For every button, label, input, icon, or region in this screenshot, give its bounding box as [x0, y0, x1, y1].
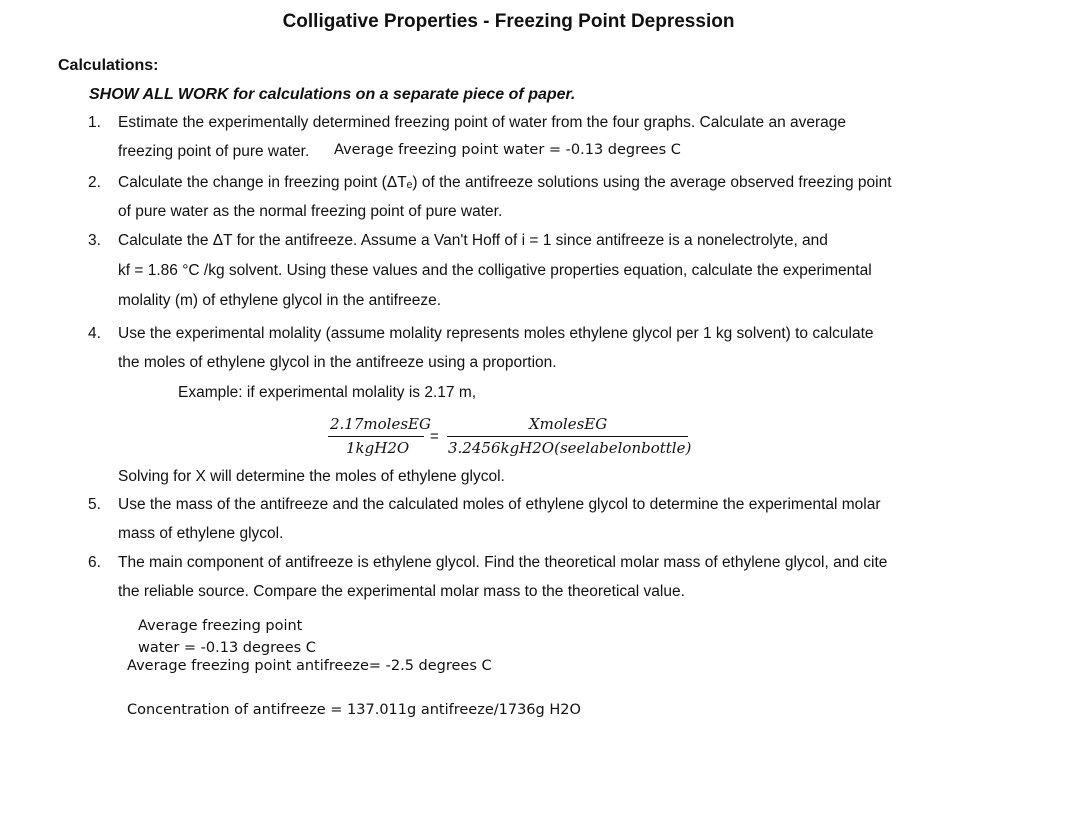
- fraction-right-denominator: 3.2456kgH2O(seelabelonbottle): [448, 439, 692, 457]
- item-line: Solving for X will determine the moles of ethylene glycol.: [118, 468, 505, 485]
- item-line: Use the mass of the antifreeze and the calculated moles of ethylene glycol to determine the experimental molar: [118, 496, 881, 513]
- inline-answer: Average freezing point water = -0.13 degrees C: [334, 142, 681, 158]
- item-number: 5.: [88, 496, 101, 513]
- item-line: Calculate the ΔT for the antifreeze. Assume a Van't Hoff of i = 1 since antifreeze is a nonelectrolyte, and: [118, 232, 828, 249]
- note-line: water = -0.13 degrees C: [138, 640, 316, 656]
- fraction-left-numerator: 2.17molesEG: [330, 415, 431, 433]
- item-line: the reliable source. Compare the experimental molar mass to the theoretical value.: [118, 583, 685, 600]
- page-title: Colligative Properties - Freezing Point Depression: [282, 11, 735, 32]
- instruction: SHOW ALL WORK for calculations on a separate piece of paper.: [89, 86, 576, 103]
- fraction-left-denominator: 1kgH2O: [346, 439, 410, 457]
- item-number: 6.: [88, 554, 101, 571]
- item-number: 2.: [88, 174, 101, 191]
- item-number: 4.: [88, 325, 101, 342]
- item-line: mass of ethylene glycol.: [118, 525, 284, 542]
- fraction-left-bar: [328, 436, 424, 437]
- item-line: Use the experimental molality (assume molality represents moles ethylene glycol per 1 kg solvent) to calculate: [118, 325, 874, 342]
- item-line: Calculate the change in freezing point (ΔTₑ) of the antifreeze solutions using the average observed freezing point: [118, 174, 892, 191]
- item-line: freezing point of pure water.: [118, 143, 310, 160]
- item-line: The main component of antifreeze is ethylene glycol. Find the theoretical molar mass of ethylene glycol, and cite: [118, 554, 888, 571]
- item-line: kf = 1.86 °C /kg solvent. Using these values and the colligative properties equation, calculate the experimental: [118, 262, 872, 279]
- item-line: the moles of ethylene glycol in the antifreeze using a proportion.: [118, 354, 557, 371]
- item-line: of pure water as the normal freezing point of pure water.: [118, 203, 503, 220]
- fraction-right-numerator: XmolesEG: [529, 415, 608, 433]
- section-heading: Calculations:: [58, 57, 159, 74]
- example-line: Example: if experimental molality is 2.17 m,: [178, 384, 477, 401]
- fraction-right-bar: [447, 436, 688, 437]
- note-line: Concentration of antifreeze = 137.011g antifreeze/1736g H2O: [127, 702, 581, 718]
- item-line: molality (m) of ethylene glycol in the antifreeze.: [118, 292, 442, 309]
- note-line: Average freezing point antifreeze= -2.5 degrees C: [127, 658, 492, 674]
- equals-sign: =: [430, 428, 439, 445]
- item-number: 3.: [88, 232, 101, 249]
- note-line: Average freezing point: [138, 618, 303, 634]
- item-line: Estimate the experimentally determined freezing point of water from the four graphs. Calculate an average: [118, 114, 847, 131]
- item-number: 1.: [88, 114, 101, 131]
